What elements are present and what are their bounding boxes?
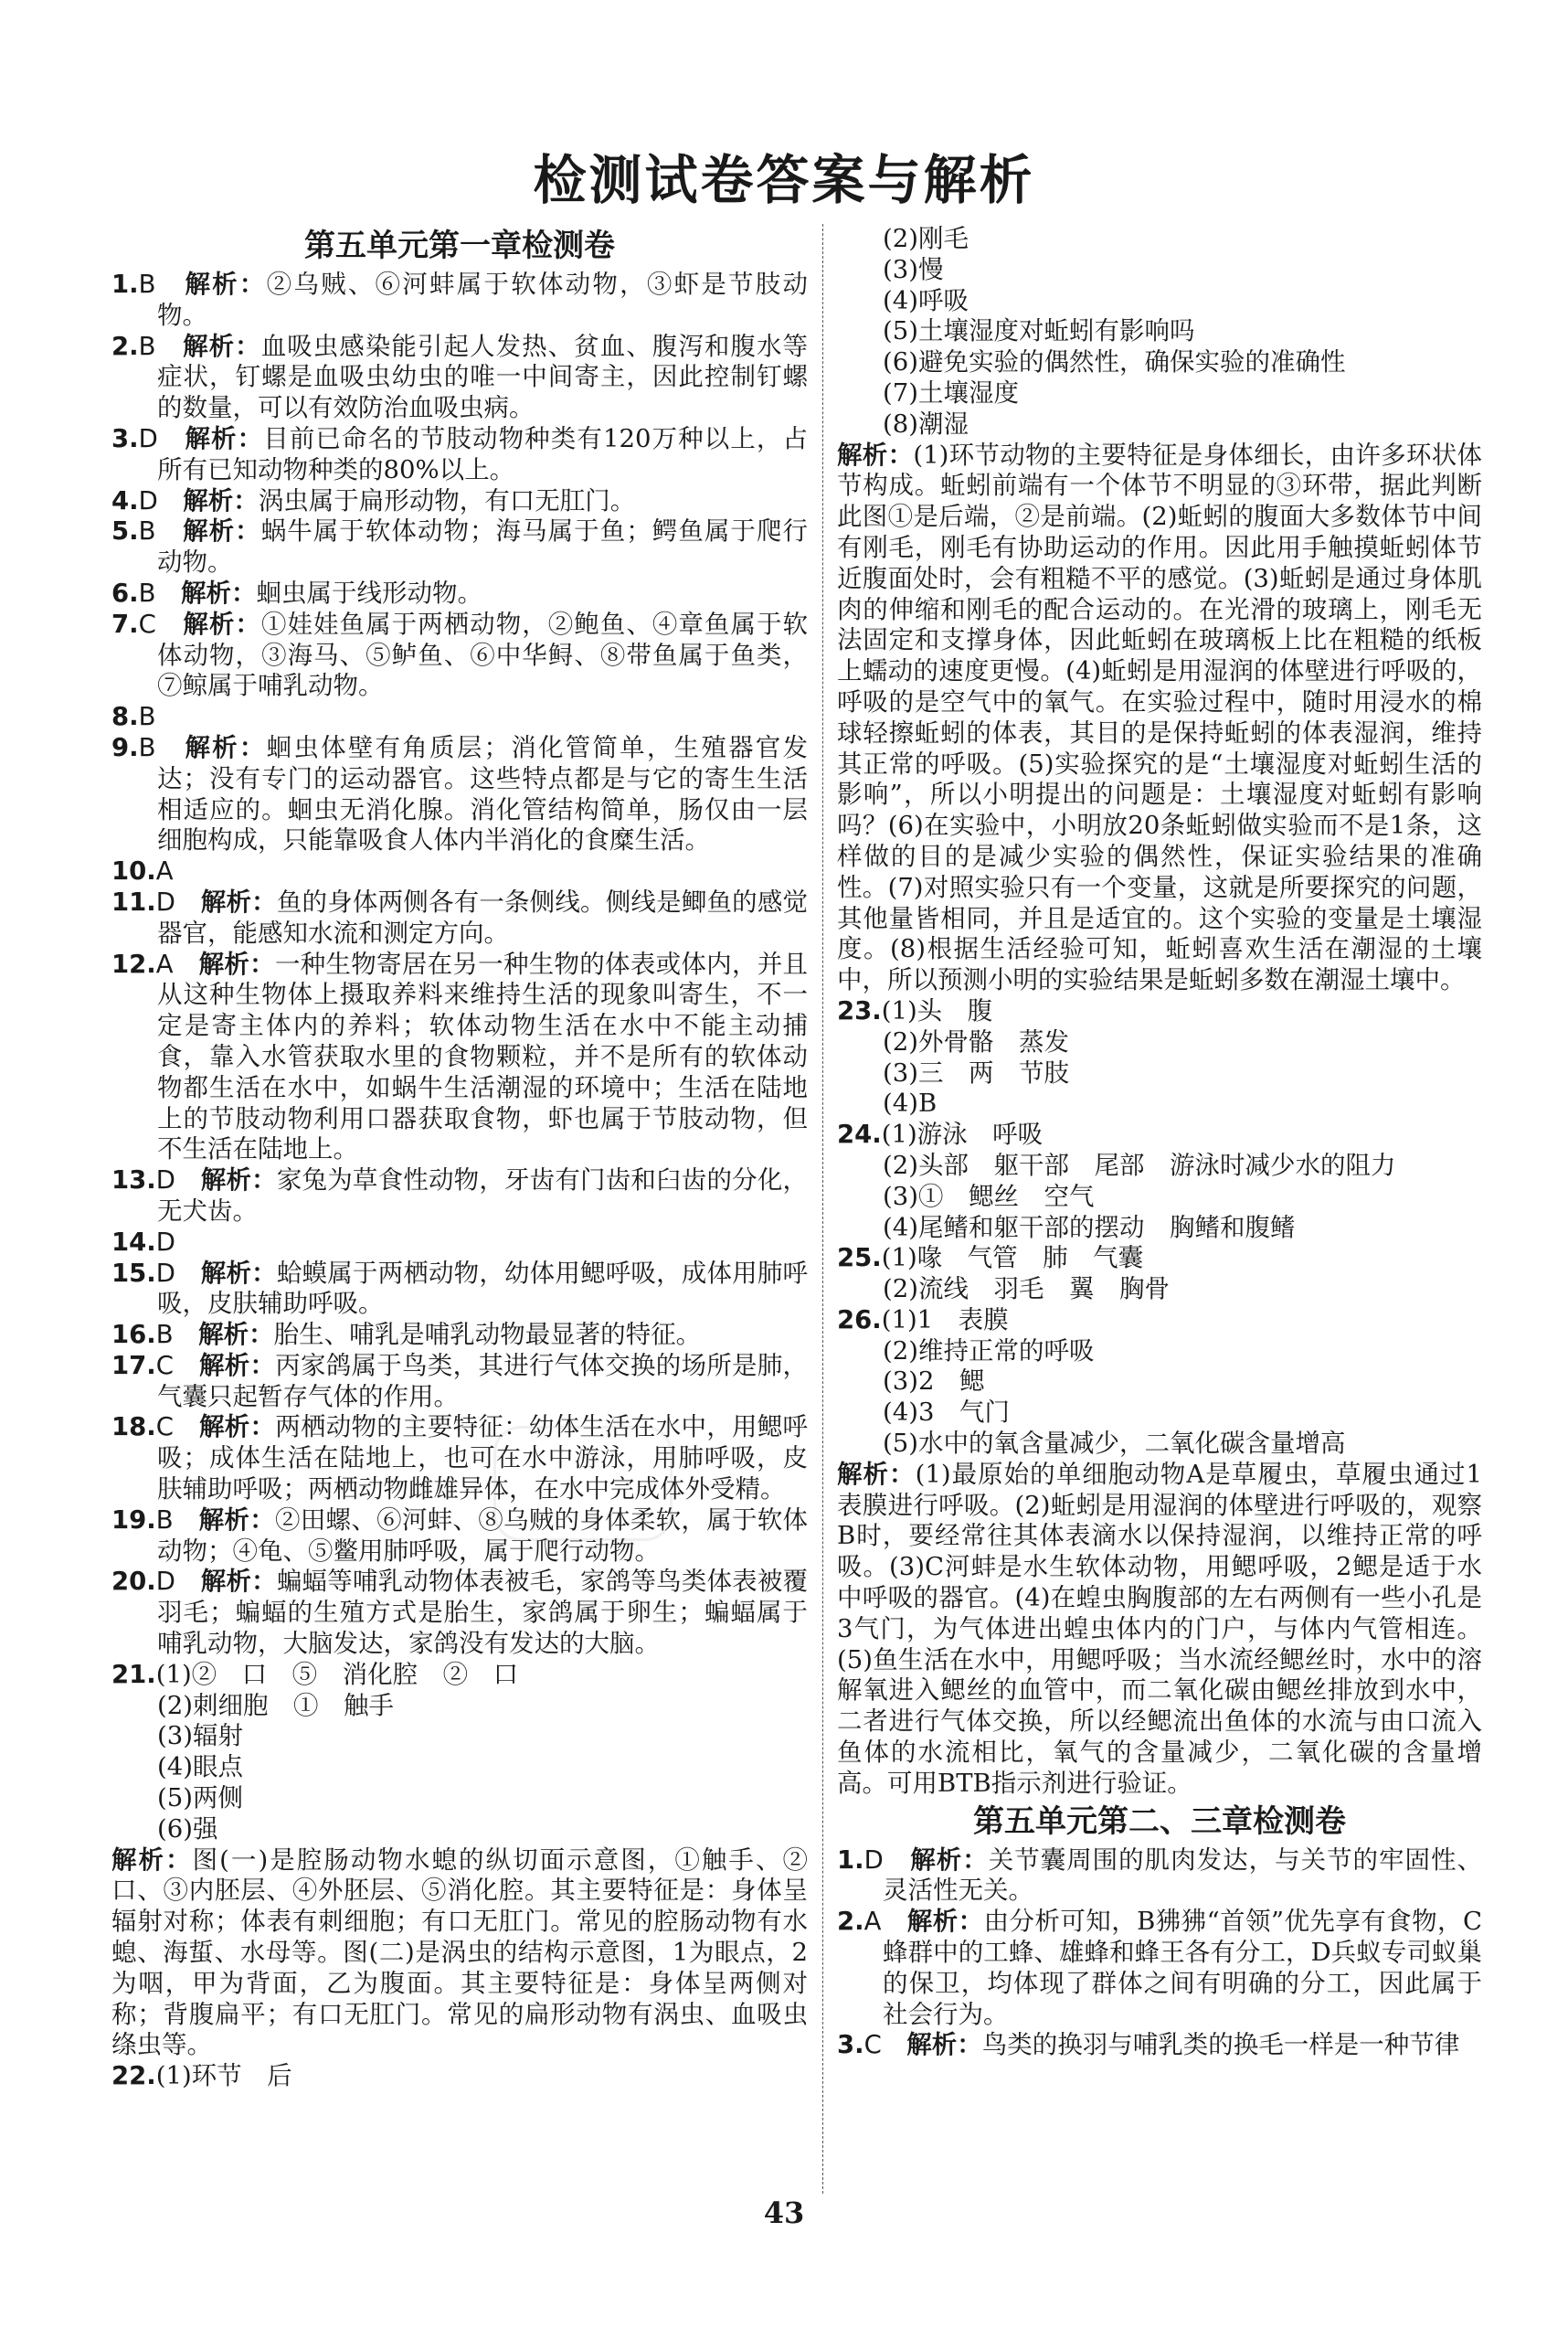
question-number: 3.	[837, 2030, 864, 2060]
analysis-text: 蛔虫体壁有角质层；消化管简单，生殖器官发达；没有专门的运动器官。这些特点都是与它的寄生生活相适应的。蛔虫无消化腺。消化管结构简单，肠仅由一层细胞构成，只能靠吸食人体内半消化的食糜生活。	[157, 732, 809, 856]
answer-item	[111, 486, 808, 517]
answer-letter: D	[155, 887, 175, 917]
analysis-label: 解析：	[198, 1350, 276, 1380]
answer-line: (5)水中的氧含量减少，二氧化碳含量增高	[883, 1429, 1346, 1459]
answer-item	[111, 1567, 808, 1659]
analysis-text: 涡虫属于扁形动物，有口无肛门。	[258, 485, 636, 516]
answer-item	[111, 1505, 808, 1568]
answer-letter: C	[155, 1350, 174, 1380]
question-number: 1.	[111, 270, 139, 299]
question-number: 22.	[111, 2061, 156, 2091]
page-number: 43	[763, 2195, 805, 2230]
analysis-label: 解析：	[837, 1459, 916, 1489]
answer-line: (2)维持正常的呼吸	[883, 1335, 1095, 1366]
question-number: 2.	[111, 331, 139, 361]
analysis-text: 血吸虫感染能引起人发热、贫血、腹泻和腹水等症状，钉螺是血吸虫幼虫的唯一中间寄主，因此控制钉螺的数量，可以有效防治血吸虫病。	[157, 331, 809, 423]
answer-letter: A	[155, 856, 174, 887]
question-number: 20.	[111, 1567, 156, 1597]
analysis-label: 解析：	[183, 609, 261, 639]
analysis-text: (1)环节动物的主要特征是身体细长，由许多环状体节构成。蚯蚓前端有一个体节不明显的③环带，据此判断此图①是后端，②是前端。(2)蚯蚓的腹面大多数体节中间有刚毛，刚毛有协助运动的作用。因此用手触摸蚯蚓体节近腹面处时，会有粗糙不平的感觉。(3)蚯蚓是通过身体肌肉的伸缩和刚毛的配合运动的。在光滑的玻璃上，刚毛无法固定和支撑身体，因此蚯蚓在玻璃板上比在粗糙的纸板上蠕动的速度更慢。(4)蚯蚓是用湿润的体壁进行呼吸的，呼吸的是空气中的氧气。在实验过程中，随时用浸水的棉球轻擦蚯蚓的体表，其目的是保持蚯蚓的体表湿润，维持其正常的呼吸。(5)实验探究的是“土壤湿度对蚯蚓生活的影响”，所以小明提出的问题是：土壤湿度对蚯蚓有影响吗？(6)在实验中，小明放20条蚯蚓做实验而不是1条，这样做的目的是减少实验的偶然性，保证实验结果的准确性。(7)对照实验只有一个变量，这就是所要探究的问题，其他量皆相同，并且是适宜的。这个实验的变量是土壤湿度。(8)根据生活经验可知，蚯蚓喜欢生活在潮湿的土壤中，所以预测小明的实验结果是蚯蚓多数在潮湿土壤中。	[837, 440, 1483, 995]
answer-item-26	[837, 1305, 1482, 1336]
answer-item	[111, 610, 808, 702]
question-number: 3.	[111, 423, 139, 453]
answer-letter: D	[155, 1227, 175, 1257]
left-column	[111, 224, 808, 2092]
answer-letter: D	[863, 1844, 884, 1875]
analysis-text: ②田螺、⑥河蚌、⑧乌贼的身体柔软，属于软体动物；④龟、⑤鳖用肺呼吸，属于爬行动物。	[157, 1504, 809, 1566]
answer-line: (3)① 鳃丝 空气	[883, 1181, 1095, 1211]
question-number: 10.	[111, 856, 156, 887]
analysis-label: 解析：	[198, 949, 275, 979]
analysis-label: 解析：	[837, 440, 914, 470]
answer-letter: B	[138, 732, 156, 762]
answer-line: (8)潮湿	[883, 409, 969, 439]
answer-line: (3)辐射	[157, 1721, 243, 1751]
analysis-text: 蛤蟆属于两栖动物，幼体用鳃呼吸，成体用肺呼吸，皮肤辅助呼吸。	[157, 1258, 809, 1319]
answer-line: (1)② 口 ⑤ 消化腔 ② 口	[155, 1659, 519, 1689]
analysis-label: 解析：	[111, 1844, 193, 1875]
answer-item	[111, 1165, 808, 1228]
analysis-text: 丙家鸽属于鸟类，其进行气体交换的场所是肺，气囊只起暂存气体的作用。	[157, 1350, 809, 1411]
answer-line: (4)眼点	[157, 1752, 243, 1782]
answer-item	[837, 2030, 1482, 2061]
answer-list	[837, 1845, 1482, 2062]
answer-item-24	[837, 1120, 1482, 1151]
analysis-text: 目前已命名的节肢动物种类有120万种以上，占所有已知动物种类的80%以上。	[157, 423, 808, 484]
question-number: 9.	[111, 732, 139, 762]
answer-item	[111, 856, 808, 888]
section-heading: 第五单元第二、三章检测卷	[973, 1802, 1346, 1840]
analysis-text: 由分析可知，B狒狒“首领”优先享有食物，C蜂群中的工蜂、雄蜂和蜂王各有分工，D兵蚁专司蚁巢的保卫，均体现了群体之间有明确的分工，因此属于社会行为。	[883, 1907, 1483, 2029]
question-number: 19.	[111, 1504, 156, 1535]
answer-item	[111, 702, 808, 733]
analysis-label: 解析：	[198, 1412, 276, 1442]
question-number: 25.	[837, 1243, 882, 1273]
analysis-label: 解析：	[185, 270, 267, 299]
page-title: 检测试卷答案与解析	[533, 149, 1035, 211]
answer-letter: C	[138, 609, 156, 639]
watermark-stamp	[493, 1426, 673, 1541]
question-number: 12.	[111, 949, 156, 979]
question-number: 15.	[111, 1258, 156, 1288]
answer-item	[111, 888, 808, 950]
answer-line: (5)两侧	[157, 1783, 243, 1813]
answer-line: (1)头 腹	[881, 995, 993, 1026]
question-number: 14.	[111, 1227, 156, 1257]
question-number: 4.	[111, 485, 139, 516]
analysis-paragraph	[837, 1460, 1482, 1800]
answer-line: (1)喙 气管 肺 气囊	[881, 1243, 1144, 1273]
answer-item	[111, 424, 808, 486]
answer-line: (2)头部 躯干部 尾部 游泳时减少水的阻力	[883, 1150, 1396, 1180]
answer-line: (5)土壤湿度对蚯蚓有影响吗	[883, 316, 1195, 346]
answer-line: (2)刺细胞 ① 触手	[157, 1690, 394, 1720]
answer-line: (4)B	[883, 1089, 938, 1119]
analysis-text: 家兔为草食性动物，牙齿有门齿和臼齿的分化，无犬齿。	[157, 1165, 809, 1226]
analysis-text: ①娃娃鱼属于两栖动物，②鲍鱼、④章鱼属于软体动物，③海马、⑤鲈鱼、⑥中华鲟、⑧带鱼属于鱼类，⑦鲸属于哺乳动物。	[157, 609, 809, 701]
analysis-text: 两栖动物的主要特征：幼体生活在水中，用鳃呼吸；成体生活在陆地上，也可在水中游泳，用肺呼吸，皮肤辅助呼吸；两栖动物雌雄异体，在水中完成体外受精。	[157, 1412, 809, 1504]
question-number: 13.	[111, 1165, 156, 1196]
analysis-label: 解析：	[200, 1165, 277, 1196]
answer-letter: D	[155, 1567, 175, 1597]
answer-letter: B	[155, 1320, 174, 1350]
section-heading: 第五单元第一章检测卷	[304, 228, 615, 264]
answer-letter: B	[138, 331, 156, 361]
answer-line: (4)尾鳍和躯干部的摆动 胸鳍和腹鳍	[883, 1212, 1296, 1242]
answer-line: (4)3 气门	[883, 1398, 1010, 1428]
answer-item	[837, 1907, 1482, 2030]
answer-letter: B	[138, 702, 156, 732]
answer-item	[837, 1845, 1482, 1908]
answer-item-25	[837, 1243, 1482, 1274]
analysis-label: 解析：	[185, 423, 264, 453]
question-number: 17.	[111, 1350, 156, 1380]
analysis-label: 解析：	[906, 1907, 984, 1937]
analysis-label: 解析：	[183, 516, 261, 547]
answer-line: (6)避免实验的偶然性，确保实验的准确性	[883, 347, 1346, 377]
answer-line: (1)游泳 呼吸	[881, 1120, 1044, 1150]
analysis-text: 蜗牛属于软体动物；海马属于鱼；鳄鱼属于爬行动物。	[157, 516, 809, 578]
question-number: 1.	[837, 1844, 864, 1875]
answer-letter: A	[155, 949, 174, 979]
question-number: 7.	[111, 609, 139, 639]
analysis-label: 解析：	[200, 887, 277, 917]
analysis-label: 解析：	[198, 1504, 275, 1535]
right-column	[837, 224, 1482, 2061]
answer-item	[111, 1412, 808, 1504]
answer-line: (2)刚毛	[883, 224, 969, 253]
analysis-text: 关节囊周围的肌肉发达，与关节的牢固性、灵活性无关。	[883, 1844, 1483, 1906]
answer-item-23	[837, 996, 1482, 1027]
analysis-label: 解析：	[906, 2030, 982, 2060]
answer-line: (7)土壤湿度	[883, 377, 1019, 408]
answer-item	[111, 1228, 808, 1259]
question-number: 26.	[837, 1304, 882, 1334]
answer-item	[111, 579, 808, 610]
question-number: 24.	[837, 1120, 882, 1150]
answer-item	[111, 950, 808, 1166]
answer-item	[111, 1351, 808, 1413]
analysis-text: 胎生、哺乳是哺乳动物最显著的特征。	[273, 1320, 702, 1350]
analysis-label: 解析：	[183, 485, 259, 516]
analysis-text: ②乌贼、⑥河蚌属于软体动物，③虾是节肢动物。	[157, 270, 809, 330]
answer-line: (3)三 两 节肢	[883, 1058, 1069, 1088]
analysis-text: (1)最原始的单细胞动物A是草履虫，草履虫通过1表膜进行呼吸。(2)蚯蚓是用湿润的体壁进行呼吸的，观察B时，要经常往其体表滴水以保持湿润，以维持正常的呼吸。(3)C河蚌是水生软体动物，用鳃呼吸，2鳃是适于水中呼吸的器官。(4)在蝗虫胸腹部的左右两侧有一些小孔是3气门，为气体进出蝗虫体内的门户，与体内气管相连。(5)鱼生活在水中，用鳃呼吸；当水流经鳃丝时，水中的溶解氧进入鳃丝的血管中，而二氧化碳由鳃丝排放到水中，二者进行气体交换，所以经鳃流出鱼体的水流与由口流入鱼体的水流相比，氧气的含量减少，二氧化碳的含量增高。可用BTB指示剂进行验证。	[837, 1459, 1483, 1798]
answer-item	[111, 332, 808, 424]
question-number: 5.	[111, 516, 139, 547]
answer-item-22	[111, 2061, 808, 2092]
question-number: 8.	[111, 702, 139, 732]
answer-line: (2)流线 羽毛 翼 胸骨	[883, 1274, 1170, 1304]
analysis-label: 解析：	[200, 1258, 277, 1288]
analysis-text: 鱼的身体两侧各有一条侧线。侧线是鲫鱼的感觉器官，能感知水流和测定方向。	[157, 887, 809, 948]
answer-letter: B	[138, 578, 156, 608]
answer-item	[111, 1259, 808, 1321]
answer-item	[111, 1320, 808, 1351]
analysis-label: 解析：	[910, 1844, 989, 1875]
answer-line: (1)1 表膜	[881, 1304, 1009, 1334]
answer-line: (1)环节 后	[155, 2061, 292, 2091]
question-number: 18.	[111, 1412, 156, 1442]
question-number: 16.	[111, 1320, 156, 1350]
answer-item	[111, 733, 808, 856]
answer-letter: B	[138, 270, 156, 299]
answer-letter: D	[155, 1165, 175, 1196]
column-divider	[822, 224, 823, 2194]
analysis-label: 解析：	[183, 331, 261, 361]
answer-letter: A	[863, 1907, 882, 1937]
answer-line: (3)2 鳃	[883, 1366, 985, 1397]
answer-letter: D	[138, 485, 158, 516]
analysis-paragraph	[837, 441, 1482, 996]
analysis-label: 解析：	[198, 1320, 274, 1350]
answer-item	[111, 270, 808, 332]
answer-item	[111, 516, 808, 579]
answer-line: (3)慢	[883, 254, 944, 284]
analysis-text: 蛔虫属于线形动物。	[256, 578, 482, 608]
answer-line: (4)呼吸	[883, 285, 969, 315]
analysis-text: 一种生物寄居在另一种生物的体表或体内，并且从这种生物体上摄取养料来维持生活的现象叫寄生，不一定是寄主体内的养料；软体动物生活在水中不能主动捕食，靠入水管获取水里的食物颗粒，并不是所有的软体动物都生活在水中，如蜗牛生活潮湿的环境中；生活在陆地上的节肢动物利用口器获取食物，虾也属于节肢动物，但不生活在陆地上。	[157, 949, 809, 1164]
analysis-label: 解析：	[200, 1567, 277, 1597]
answer-letter: B	[138, 516, 156, 547]
answer-letter: C	[155, 1412, 174, 1442]
answer-line: (2)外骨骼 蒸发	[883, 1026, 1069, 1057]
answer-letter: D	[155, 1258, 175, 1288]
answer-line: (6)强	[157, 1813, 218, 1844]
analysis-text: 鸟类的换羽与哺乳类的换毛一样是一种节律	[981, 2030, 1460, 2060]
question-number: 11.	[111, 887, 156, 917]
question-number: 21.	[111, 1659, 156, 1689]
answer-list	[111, 270, 808, 1660]
answer-letter: C	[863, 2030, 882, 2060]
answer-letter: B	[155, 1504, 174, 1535]
analysis-text: 图(一)是腔肠动物水螅的纵切面示意图，①触手、②口、③内胚层、④外胚层、⑤消化腔。其主要特征是：身体呈辐射对称；体表有刺细胞；有口无肛门。常见的腔肠动物有水螅、海蜇、水母等。图(二)是涡虫的结构示意图，1为眼点，2为咽，甲为背面，乙为腹面。其主要特征是：身体呈两侧对称；背腹扁平；有口无肛门。常见的扁形动物有涡虫、血吸虫绦虫等。	[111, 1844, 808, 2060]
analysis-label: 解析：	[185, 732, 267, 762]
analysis-label: 解析：	[180, 578, 257, 608]
question-number: 2.	[837, 1907, 864, 1937]
answer-item-21	[111, 1660, 808, 1691]
analysis-text: 蝙蝠等哺乳动物体表被毛，家鸽等鸟类体表被覆羽毛；蝙蝠的生殖方式是胎生，家鸽属于卵生；蝙蝠属于哺乳动物，大脑发达，家鸽没有发达的大脑。	[157, 1567, 809, 1659]
question-number: 6.	[111, 578, 139, 608]
analysis-paragraph	[111, 1845, 808, 2062]
question-number: 23.	[837, 995, 882, 1026]
answer-letter: D	[138, 423, 158, 453]
